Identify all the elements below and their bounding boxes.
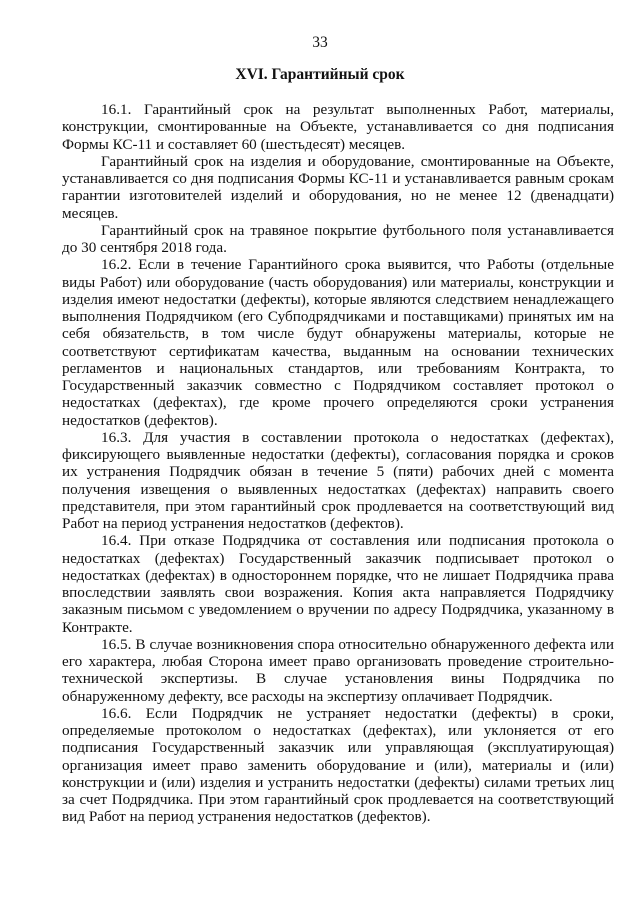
paragraph-equipment-warranty: Гарантийный срок на изделия и оборудование, смонтированные на Объекте, устанавливается со дня подписания Формы КС-11 и устанавливается равным срокам гарантии изготовителей изделий и оборудования, но не менее 12 (двенадцати) месяцев. xyxy=(62,152,614,222)
section-title: XVI. Гарантийный срок xyxy=(235,66,405,83)
paragraph-16-5: 16.5. В случае возникновения спора относительно обнаруженного дефекта или его характера, любая Сторона имеет право организовать проведение строительно-технической экспертизы. В случае установления вины Подрядчика по обнаруженному дефекту, все расходы на экспертизу оплачивает Подрядчик. xyxy=(62,635,614,705)
paragraph-16-6: 16.6. Если Подрядчик не устраняет недостатки (дефекты) в сроки, определяемые протоколом о недостатках (дефектах), или уклоняется от его подписания Государственный заказчик или управляющая (эксплуатирующая) организация имеет право заменить оборудование и (или), материалы и (или) конструкции и (или) изделия и устранить недостатки (дефекты) силами третьих лиц за счет Подрядчика. При этом гарантийный срок продлевается на соответствующий вид Работ на период устранения недостатков (дефектов). xyxy=(62,704,614,826)
paragraph-16-4: 16.4. При отказе Подрядчика от составления или подписания протокола о недостатках (дефектах) Государственный заказчик подписывает протокол о недостатках (дефектах) в одностороннем порядке, что не лишает Подрядчика права впоследствии заявлять свои возражения. Копия акта направляется Подрядчику заказным письмом с уведомлением о вручении по адресу Подрядчика, указанному в Контракте. xyxy=(62,532,614,636)
paragraph-turf-warranty: Гарантийный срок на травяное покрытие футбольного поля устанавливается до 30 сентября 2018 года. xyxy=(62,221,614,256)
paragraph-16-3: 16.3. Для участия в составлении протокола о недостатках (дефектах), фиксирующего выявленные недостатки (дефекты), согласования порядка и сроков их устранения Подрядчик обязан в течение 5 (пяти) рабочих дней с момента получения извещения о выявленных недостатках (дефектах) направить своего представителя, при этом гарантийный срок продлевается на соответствующий вид Работ на период устранения недостатков (дефектов). xyxy=(62,428,614,532)
paragraph-16-2: 16.2. Если в течение Гарантийного срока выявится, что Работы (отдельные виды Работ) или оборудование (часть оборудования) или материалы, конструкции и изделия имеют недостатки (дефекты), которые являются следствием ненадлежащего выполнения Подрядчиком (его Субподрядчиками и поставщиками) принятых им на себя обязательств, в том числе будут обнаружены материалы, которые не соответствуют сертификатам качества, выданным на основании технических регламентов и национальных стандартов, или требованиям Контракта, то Государственный заказчик совместно с Подрядчиком составляет протокол о недостатках (дефектах), где кроме прочего определяются сроки устранения недостатков (дефектов). xyxy=(62,256,614,429)
section-body xyxy=(62,101,614,826)
page-number: 33 xyxy=(312,34,328,51)
paragraph-16-1: 16.1. Гарантийный срок на результат выполненных Работ, материалы, конструкции, смонтированные на Объекте, устанавливается со дня подписания Формы КС-11 и составляет 60 (шестьдесят) месяцев. xyxy=(62,101,614,153)
